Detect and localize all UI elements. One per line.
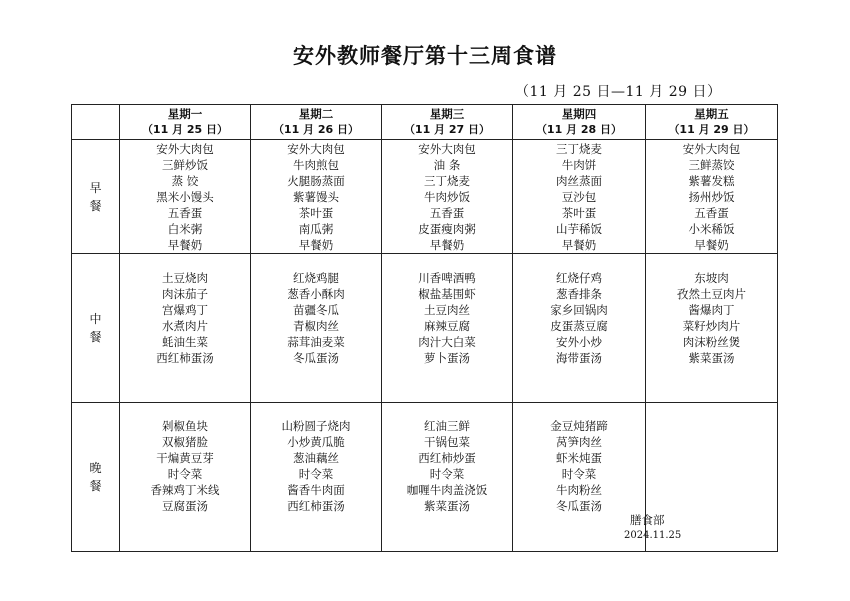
meal-label: 晚餐	[89, 461, 102, 493]
dish-item: 南瓜粥	[298, 222, 334, 236]
dish-item: 白米粥	[167, 222, 203, 236]
menu-cell-dinner-mon	[120, 403, 251, 552]
day-name: 星期五	[694, 107, 729, 121]
dish-item: 早餐奶	[167, 238, 203, 252]
dish-item: 葱油藕丝	[293, 451, 339, 465]
dish-item: 早餐奶	[429, 238, 465, 252]
day-header-mon	[120, 105, 251, 140]
dish-item: 菜籽炒肉片	[682, 319, 741, 333]
dish-item: 肉汁大白菜	[418, 335, 476, 349]
dish-item: 肉丝蒸面	[556, 174, 602, 188]
dish-item: 山芋稀饭	[556, 222, 602, 236]
dish-item: 蚝油生菜	[162, 335, 208, 349]
dish-item: 安外大肉包	[156, 142, 214, 156]
dish-item: 茶叶蛋	[298, 206, 334, 220]
meal-label-cell	[72, 403, 120, 552]
dish-item: 三丁烧麦	[556, 142, 602, 156]
dish-item: 早餐奶	[561, 238, 597, 252]
dish-item: 牛肉炒饭	[424, 190, 470, 204]
dish-item: 皮蛋蒸豆腐	[550, 319, 608, 333]
menu-cell-breakfast-thu	[513, 140, 646, 254]
dish-item: 紫菜蛋汤	[688, 351, 735, 365]
dish-item: 早餐奶	[694, 238, 729, 252]
dish-item: 扬州炒饭	[688, 190, 735, 204]
dish-item: 皮蛋瘦肉粥	[418, 222, 476, 236]
dish-item: 宫爆鸡丁	[162, 303, 208, 317]
day-date: （11 月 27 日）	[403, 123, 491, 136]
dish-item: 黑米小馒头	[156, 190, 214, 204]
menu-cell-dinner-tue	[251, 403, 382, 552]
dish-item: 早餐奶	[298, 238, 334, 252]
dish-item: 西红柿蛋汤	[156, 351, 214, 365]
dish-item: 东坡肉	[694, 271, 729, 285]
dish-item: 三鲜炒饭	[162, 158, 208, 172]
dish-item: 西红柿炒蛋	[418, 451, 476, 465]
dish-item: 牛肉煎包	[293, 158, 339, 172]
dish-item: 紫薯馒头	[293, 190, 339, 204]
meal-label-cell	[72, 140, 120, 254]
day-header-wed	[382, 105, 513, 140]
dish-item: 五香蛋	[429, 206, 465, 220]
dish-item: 家乡回锅肉	[550, 303, 608, 317]
header-row	[72, 105, 778, 140]
dish-item: 椒盐基围虾	[418, 287, 476, 301]
day-date: （11 月 26 日）	[272, 123, 360, 136]
dish-item: 冬瓜蛋汤	[293, 351, 339, 365]
dish-item: 五香蛋	[694, 206, 729, 220]
meal-label-cell	[72, 254, 120, 403]
dish-item: 蒜茸油麦菜	[287, 335, 345, 349]
dish-item: 肉沫粉丝煲	[682, 335, 741, 349]
day-name: 星期四	[561, 107, 597, 121]
day-name: 星期三	[429, 107, 465, 121]
menu-cell-breakfast-tue	[251, 140, 382, 254]
dish-item: 时令菜	[298, 467, 334, 481]
day-header-tue	[251, 105, 382, 140]
dish-item: 萝卜蛋汤	[424, 351, 470, 365]
menu-table	[71, 104, 778, 552]
dish-item: 咖喱牛肉盖浇饭	[406, 483, 488, 497]
dish-item: 牛肉饼	[561, 158, 597, 172]
dish-item: 安外大肉包	[287, 142, 345, 156]
day-name: 星期二	[298, 107, 334, 121]
meal-label: 中餐	[89, 312, 102, 344]
menu-cell-lunch-mon	[120, 254, 251, 403]
dish-item: 蒸 饺	[171, 174, 199, 188]
dish-item: 海带蛋汤	[556, 351, 602, 365]
meal-row-lunch	[72, 254, 778, 403]
department-signature: 膳食部	[630, 513, 665, 527]
dish-item: 青椒肉丝	[293, 319, 339, 333]
dish-item: 苗疆冬瓜	[293, 303, 339, 317]
dish-item: 香辣鸡丁米线	[150, 483, 220, 497]
dish-item: 豆腐蛋汤	[162, 499, 208, 513]
dish-item: 紫菜蛋汤	[424, 499, 470, 513]
meal-row-breakfast	[72, 140, 778, 254]
dish-item: 双椒猪脸	[162, 435, 208, 449]
menu-cell-lunch-fri	[646, 254, 778, 403]
dish-item: 牛肉粉丝	[556, 483, 602, 497]
menu-cell-lunch-tue	[251, 254, 382, 403]
menu-cell-breakfast-mon	[120, 140, 251, 254]
day-date: （11 月 25 日）	[141, 123, 229, 136]
dish-item: 孜然土豆肉片	[677, 287, 746, 301]
dish-item: 火腿肠蒸面	[287, 174, 345, 188]
day-date: （11 月 28 日）	[535, 123, 623, 136]
dish-item: 时令菜	[561, 467, 597, 481]
dish-item: 肉沫茄子	[162, 287, 208, 301]
dish-item: 土豆肉丝	[424, 303, 470, 317]
dish-item: 葱香小酥肉	[287, 287, 345, 301]
dish-item: 水煮肉片	[162, 319, 208, 333]
signature-date: 2024.11.25	[624, 530, 682, 541]
page-title: 安外教师餐厅第十三周食谱	[293, 44, 557, 68]
dish-item: 豆沙包	[561, 190, 597, 204]
menu-cell-lunch-thu	[513, 254, 646, 403]
menu-cell-breakfast-fri	[646, 140, 778, 254]
dish-item: 三鲜蒸饺	[688, 158, 735, 172]
dish-item: 干锅包菜	[424, 435, 470, 449]
dish-item: 茶叶蛋	[561, 206, 597, 220]
dish-item: 麻辣豆腐	[424, 319, 470, 333]
dish-item: 紫薯发糕	[688, 174, 735, 188]
corner-cell	[72, 105, 120, 140]
dish-item: 油 条	[433, 158, 461, 172]
dish-item: 虾米炖蛋	[556, 451, 602, 465]
dish-item: 葱香排条	[556, 287, 602, 301]
dish-item: 五香蛋	[167, 206, 203, 220]
dish-item: 小米稀饭	[688, 222, 735, 236]
dish-item: 川香啤酒鸭	[418, 271, 476, 285]
dish-item: 冬瓜蛋汤	[556, 499, 602, 513]
dish-item: 金豆炖猪蹄	[550, 419, 608, 433]
day-header-fri	[646, 105, 778, 140]
date-range: （11 月 25 日—11 月 29 日）	[515, 84, 722, 100]
dish-item: 安外小炒	[556, 335, 602, 349]
dish-item: 红烧仔鸡	[556, 271, 602, 285]
dish-item: 山粉圆子烧肉	[281, 419, 351, 433]
dish-item: 三丁烧麦	[424, 174, 470, 188]
menu-cell-dinner-wed	[382, 403, 513, 552]
dish-item: 剁椒鱼块	[162, 419, 208, 433]
menu-cell-lunch-wed	[382, 254, 513, 403]
dish-item: 时令菜	[429, 467, 465, 481]
menu-cell-breakfast-wed	[382, 140, 513, 254]
dish-item: 酱爆肉丁	[688, 303, 735, 317]
dish-item: 红油三鲜	[424, 419, 470, 433]
dish-item: 莴笋肉丝	[556, 435, 602, 449]
dish-item: 红烧鸡腿	[293, 271, 339, 285]
dish-item: 酱香牛肉面	[287, 483, 345, 497]
dish-item: 土豆烧肉	[162, 271, 208, 285]
dish-item: 干煸黄豆芽	[156, 451, 214, 465]
dish-item: 安外大肉包	[418, 142, 476, 156]
dish-item: 小炒黄瓜脆	[287, 435, 345, 449]
meal-label: 早餐	[89, 180, 102, 213]
dish-item: 时令菜	[167, 467, 203, 481]
dish-item: 安外大肉包	[682, 142, 741, 156]
day-header-thu	[513, 105, 646, 140]
dish-item: 西红柿蛋汤	[287, 499, 345, 513]
day-date: （11 月 29 日）	[668, 123, 755, 136]
day-name: 星期一	[167, 107, 203, 121]
